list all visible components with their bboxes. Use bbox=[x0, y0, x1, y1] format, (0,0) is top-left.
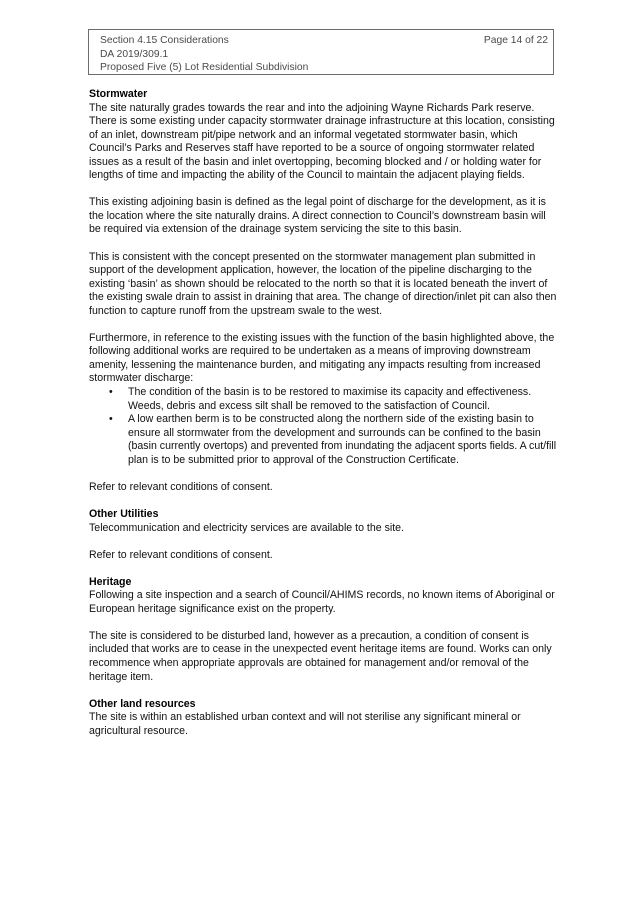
heritage-heading: Heritage bbox=[89, 575, 132, 588]
land-resources-paragraph: The site is within an established urban context and will not sterilise any significant mineral or agricultural resource. bbox=[89, 711, 521, 737]
heritage-paragraph-1: Following a site inspection and a search of Council/AHIMS records, no known items of Aboriginal or European heritage significance exist on the property. bbox=[89, 589, 555, 615]
da-number: DA 2019/309.1 bbox=[100, 48, 169, 60]
page-header bbox=[88, 29, 554, 75]
stormwater-paragraph-3: This is consistent with the concept presented on the stormwater management plan submitted in support of the development application, however, the location of the pipeline discharging to the existing ‘basin’ as shown should be relocated to the north so that it is located beneath the invert of the existing swale drain to assist in draining that area. The change of direction/inlet pit can also then function to capture runoff from the upstream swale to the west. bbox=[89, 250, 557, 317]
list-item-text: The condition of the basin is to be restored to maximise its capacity and effectiveness. Weeds, debris and excess silt shall be removed to the satisfaction of Council. bbox=[128, 386, 532, 412]
section-title: Section 4.15 Considerations bbox=[100, 35, 229, 46]
stormwater-works-list bbox=[89, 386, 559, 467]
utilities-section bbox=[89, 508, 559, 562]
heritage-section bbox=[89, 576, 559, 684]
stormwater-paragraph-1: The site naturally grades towards the rear and into the adjoining Wayne Richards Park reserve. There is some existing under capacity stormwater drainage infrastructure at this location, consisting of an inlet, downstream pit/pipe network and an informal vegetated stormwater basin, which Council’s Parks and Reserves staff have reported to be a source of ongoing stormwater related issues as a result of the basin and inlet overtopping, becoming blocked and / or holding water for lengths of time and impacting the ability of the Council to maintain the adjacent playing fields. bbox=[89, 101, 555, 182]
document-body bbox=[89, 88, 559, 738]
land-resources-section bbox=[89, 698, 559, 739]
stormwater-section bbox=[89, 88, 559, 494]
heritage-paragraph-2: The site is considered to be disturbed land, however as a precaution, a condition of consent is included that works are to cease in the unexpected event heritage items are found. Works can only recommence when appropriate approvals are obtained for management and/or removal of the heritage item. bbox=[89, 629, 552, 683]
header-top-row bbox=[100, 34, 548, 48]
proposal-title: Proposed Five (5) Lot Residential Subdivision bbox=[100, 62, 309, 74]
land-resources-heading: Other land resources bbox=[89, 697, 196, 710]
utilities-paragraph: Telecommunication and electricity services are available to the site. bbox=[89, 521, 405, 534]
stormwater-paragraph-4: Furthermore, in reference to the existing issues with the function of the basin highlighted above, the following additional works are required to be undertaken as a means of improving downstream amenity, lessening the maintenance burden, and mitigating any impacts resulting from increased stormwater discharge: bbox=[89, 331, 555, 385]
stormwater-heading: Stormwater bbox=[89, 88, 148, 100]
stormwater-refer-conditions: Refer to relevant conditions of consent. bbox=[89, 480, 273, 493]
utilities-refer-conditions: Refer to relevant conditions of consent. bbox=[89, 548, 273, 561]
list-item-text: A low earthen berm is to be constructed along the northern side of the existing basin to ensure all stormwater from the development and surrounds can be confined to the basin (basin currently overtops) and prevented from inundating the adjacent sports fields. A cut/fill plan is to be submitted prior to approval of the Construction Certificate. bbox=[128, 413, 557, 466]
page-number: Page 14 of 22 bbox=[483, 35, 548, 46]
bullet-icon: • bbox=[109, 386, 113, 399]
bullet-icon: • bbox=[109, 413, 113, 426]
utilities-heading: Other Utilities bbox=[89, 507, 159, 520]
stormwater-paragraph-2: This existing adjoining basin is defined as the legal point of discharge for the development, as it is the location where the site naturally drains. A direct connection to Council’s downstream basin will be required via extension of the drainage system servicing the site to this basin. bbox=[89, 196, 546, 236]
list-item bbox=[89, 386, 559, 413]
list-item bbox=[89, 413, 559, 467]
